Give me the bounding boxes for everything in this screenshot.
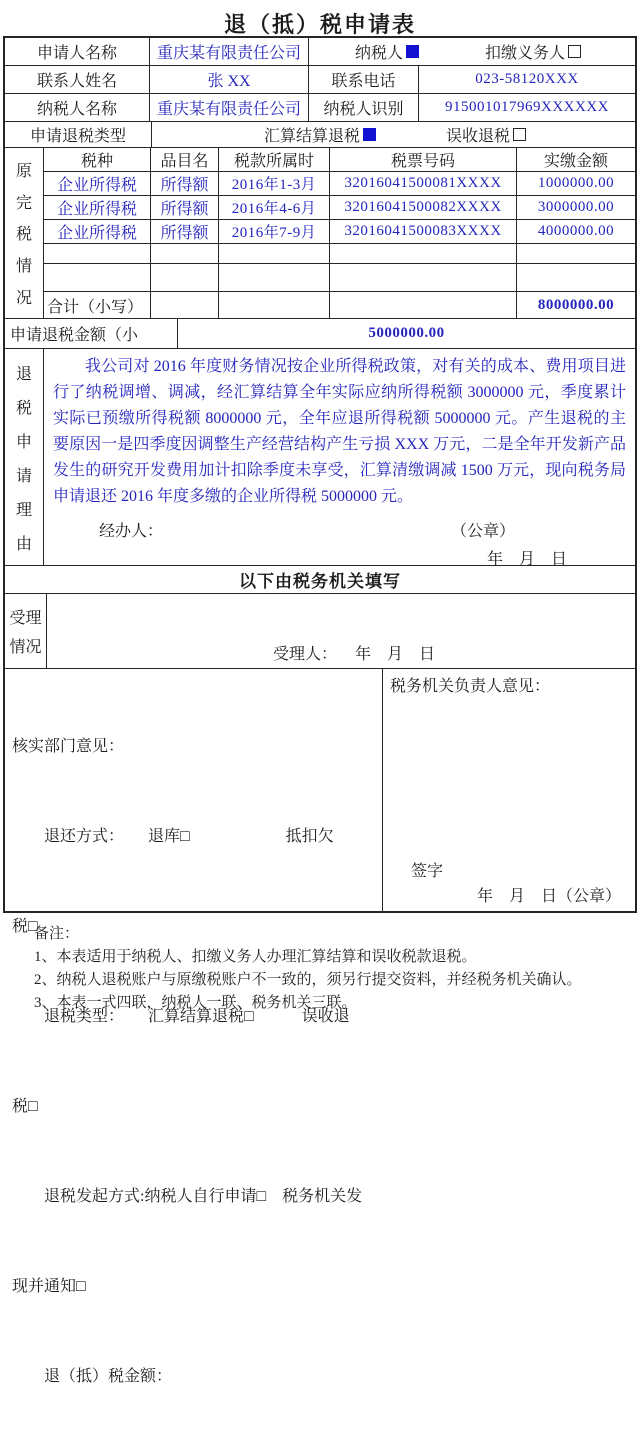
ticket-number-cell	[330, 244, 517, 263]
col-header-tax-type: 税种	[44, 148, 151, 171]
applicant-name-label: 申请人名称	[5, 38, 150, 65]
tax-authority-opinion-title: 税务机关负责人意见：	[390, 678, 551, 695]
table-row	[44, 196, 635, 220]
tax-type-cell: 企业所得税	[44, 196, 151, 219]
table-total-row	[44, 292, 635, 318]
table-row-empty	[44, 264, 635, 292]
paid-amount-cell: 3000000.00	[537, 199, 615, 215]
ticket-number-cell: 32016041500083XXXX	[330, 220, 517, 243]
tax-type-cell: 企业所得税	[44, 172, 151, 195]
handler-label: 经办人：	[99, 523, 164, 540]
paid-amount-cell	[517, 264, 635, 291]
verification-line: 退（抵）税金额：	[12, 1368, 173, 1385]
ticket-number-cell: 32016041500082XXXX	[330, 196, 517, 219]
side-char: 情况	[9, 639, 42, 656]
side-char: 况	[15, 289, 32, 307]
refund-amount-label: 申请退税金额（小	[5, 319, 178, 348]
applicant-name-row	[5, 38, 635, 66]
applicant-type-cell	[309, 38, 635, 65]
refund-reason-side-label	[5, 349, 44, 565]
verification-line: 退税发起方式:纳税人自行申请□ 税务机关发	[12, 1188, 363, 1205]
side-char: 退	[15, 365, 32, 383]
acceptor-label: 受理人：	[273, 646, 338, 663]
tax-type-cell: 企业所得税	[44, 220, 151, 243]
phone-value: 023-58120XXX	[475, 71, 579, 87]
note-item: 2、纳税人退税账户与原缴税账户不一致的，须另行提交资料，并经税务机关确认。	[34, 972, 582, 988]
paid-amount-cell	[517, 244, 635, 263]
total-label: 合计（小写）	[44, 292, 151, 318]
tax-type-cell	[44, 264, 151, 291]
side-char: 税	[15, 226, 32, 244]
table-header-row	[44, 148, 635, 172]
contact-name-value: 张 XX	[150, 66, 309, 93]
withholding-agent-label: 扣缴义务人	[485, 45, 566, 62]
settlement-refund-option	[264, 123, 376, 146]
tax-period-cell	[219, 264, 330, 291]
taxpayer-option	[355, 40, 419, 63]
acceptance-section	[5, 594, 635, 669]
tax-period-cell	[219, 244, 330, 263]
withholding-agent-checkbox[interactable]	[568, 45, 581, 58]
notes-label: 备注：	[34, 926, 80, 942]
item-name-cell: 所得额	[151, 196, 219, 219]
verification-line: 退还方式： 退库□ 抵扣欠	[12, 828, 334, 845]
tax-type-cell	[44, 244, 151, 263]
total-period-cell	[219, 292, 330, 318]
col-header-item-name: 品目名	[151, 148, 219, 171]
withholding-agent-option	[485, 40, 581, 63]
acceptance-side-label	[5, 594, 47, 668]
signature-label: 签字	[411, 863, 444, 880]
refund-type-label: 申请退税类型	[5, 122, 152, 147]
acceptor-line	[273, 641, 635, 664]
paid-amount-cell: 4000000.00	[537, 223, 615, 239]
acceptance-body	[47, 594, 635, 668]
side-char: 申	[15, 433, 32, 451]
item-name-cell: 所得额	[151, 220, 219, 243]
acceptance-date-label: 年 月 日	[355, 646, 436, 663]
refund-amount-value: 5000000.00	[368, 325, 445, 341]
refund-reason-text: 我公司对 2016 年度财务情况按企业所得税政策，对有关的成本、费用项目进行了纳税调增、调减，经汇算结算全年实际应纳所得税额 3000000 元，季度累计实际已预缴所得税额 8000000 元，全年应退所得税额 5000000 元。产生退税的主要原因一是四季度因调整生产经营结构产生亏损 XXX 万元，二是全年开发新产品发生的研究开发费用加计扣除季度未享受，汇算清缴调减 1500 万元，现向税务局申请退还 2016 年度多缴的企业所得税 5000000 元。	[53, 358, 626, 505]
refund-reason-section	[5, 349, 635, 566]
note-item: 3、本表一式四联，纳税人一联、税务机关三联。	[34, 995, 357, 1011]
taxpayer-checkbox[interactable]	[406, 45, 419, 58]
total-item-cell	[151, 292, 219, 318]
verification-line: 税□	[12, 918, 38, 935]
approval-date-label: 年 月 日（公章）	[476, 888, 621, 905]
tax-period-cell: 2016年7-9月	[219, 220, 330, 243]
settlement-refund-checkbox[interactable]	[363, 128, 376, 141]
handler-row	[44, 518, 635, 541]
applicant-name-value: 重庆某有限责任公司	[150, 38, 309, 65]
side-char: 理	[15, 501, 32, 519]
side-char: 由	[15, 535, 32, 553]
verification-title: 核实部门意见：	[12, 738, 125, 755]
phone-label: 联系电话	[309, 66, 419, 93]
original-tax-side-label	[5, 148, 44, 318]
erroneous-refund-checkbox[interactable]	[513, 128, 526, 141]
side-char: 受理	[9, 610, 42, 627]
taxpayer-name-value: 重庆某有限责任公司	[150, 94, 309, 121]
contact-name-label: 联系人姓名	[5, 66, 150, 93]
table-row	[44, 172, 635, 196]
tax-id-label: 纳税人识别	[309, 94, 419, 121]
tax-id-value: 915001017969XXXXXX	[445, 99, 609, 115]
side-char: 税	[15, 399, 32, 417]
erroneous-refund-label: 误收退税	[446, 128, 511, 145]
ticket-number-cell: 32016041500081XXXX	[330, 172, 517, 195]
verification-line: 现并通知□	[12, 1278, 86, 1295]
item-name-cell	[151, 264, 219, 291]
note-item: 1、本表适用于纳税人、扣缴义务人办理汇算结算和误收税款退税。	[34, 949, 477, 965]
settlement-refund-label: 汇算结算退税	[264, 128, 361, 145]
refund-amount-row	[5, 319, 635, 349]
seal-label: （公章）	[450, 523, 515, 540]
item-name-cell	[151, 244, 219, 263]
ticket-number-cell	[330, 264, 517, 291]
taxpayer-row	[5, 94, 635, 122]
table-row	[44, 220, 635, 244]
tax-authority-opinion	[383, 669, 635, 911]
taxpayer-name-label: 纳税人名称	[5, 94, 150, 121]
tax-period-cell: 2016年4-6月	[219, 196, 330, 219]
item-name-cell: 所得额	[151, 172, 219, 195]
col-header-tax-period: 税款所属时	[219, 148, 330, 171]
refund-type-options-cell	[152, 122, 635, 147]
side-char: 请	[15, 467, 32, 485]
side-char: 原	[15, 163, 32, 181]
paid-amount-cell: 1000000.00	[537, 175, 615, 191]
erroneous-refund-option	[446, 123, 526, 146]
col-header-ticket-number: 税票号码	[330, 148, 517, 171]
table-row-empty	[44, 244, 635, 264]
refund-type-row	[5, 122, 635, 148]
total-ticket-cell	[330, 292, 517, 318]
contact-row	[5, 66, 635, 94]
reason-date-label: 年 月 日	[486, 551, 567, 568]
verification-line: 退税类型： 汇算结算退税□ 误收退	[12, 1008, 350, 1025]
total-amount-value: 8000000.00	[537, 296, 615, 313]
original-tax-table	[5, 148, 635, 319]
side-char: 情	[15, 258, 32, 276]
tax-period-cell: 2016年1-3月	[219, 172, 330, 195]
taxpayer-label: 纳税人	[355, 45, 404, 62]
side-char: 完	[15, 194, 32, 212]
authority-section-header: 以下由税务机关填写	[5, 566, 635, 594]
verification-line: 税□	[12, 1098, 38, 1115]
page-title: 退（抵）税申请表	[223, 12, 416, 37]
col-header-paid-amount: 实缴金额	[543, 153, 608, 170]
